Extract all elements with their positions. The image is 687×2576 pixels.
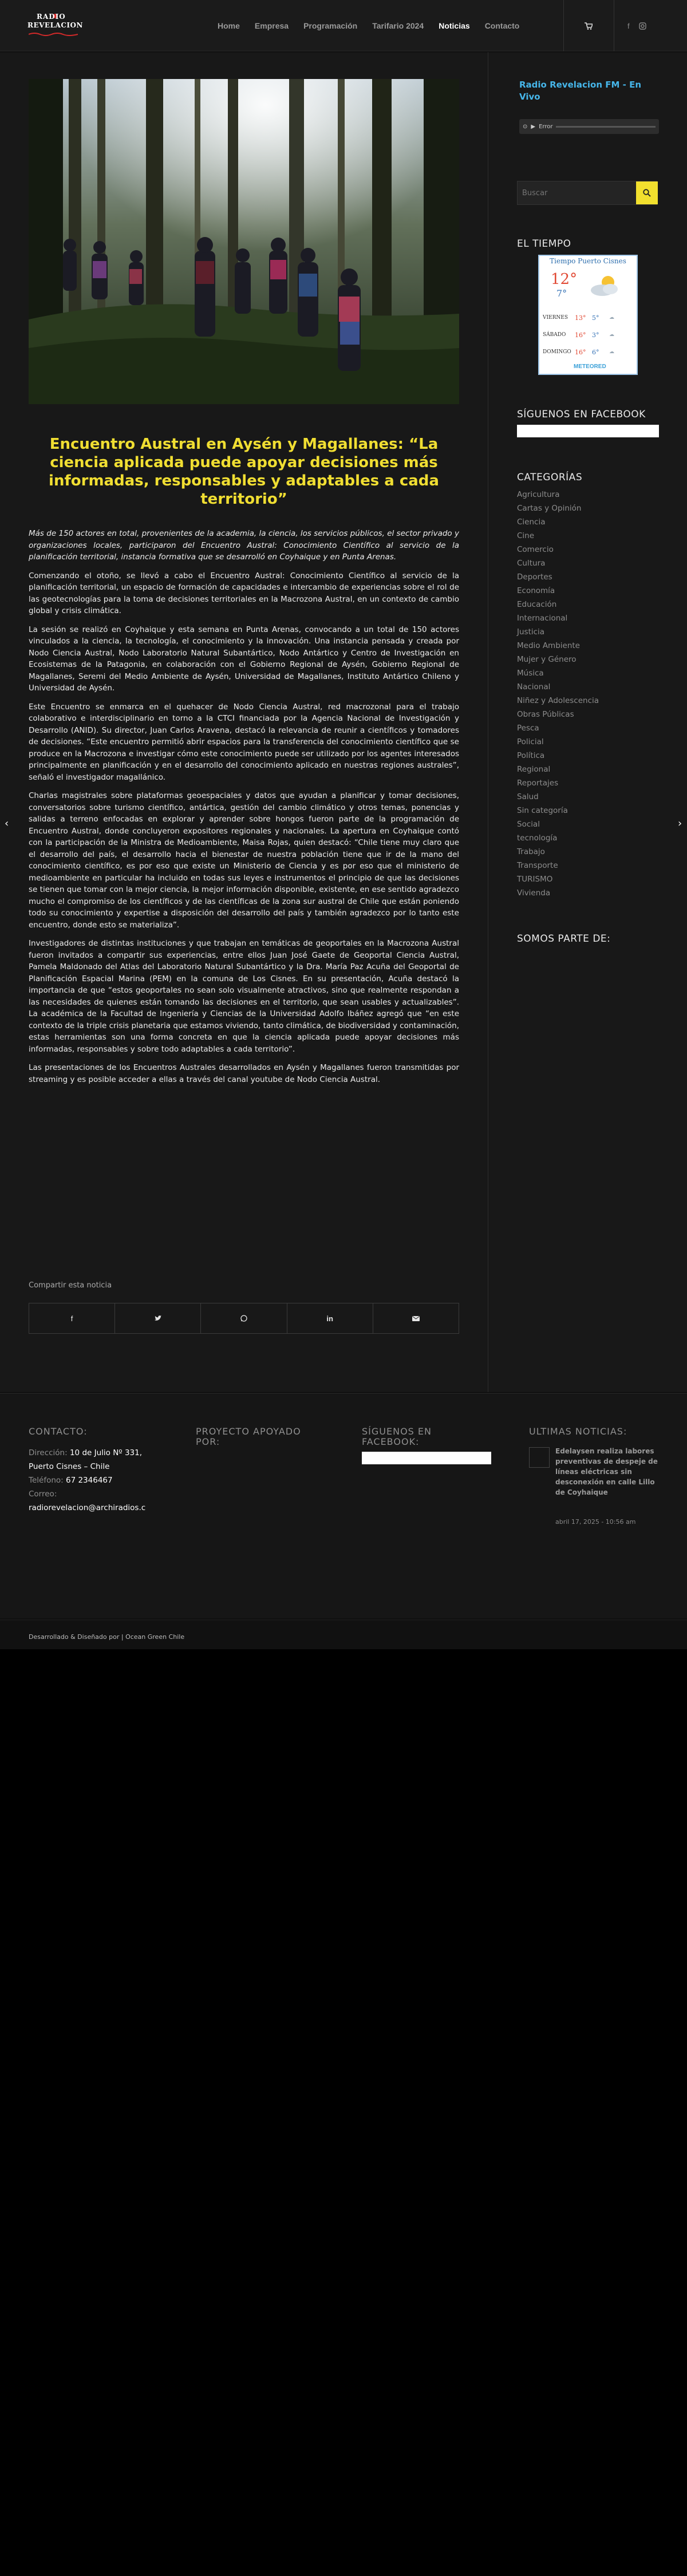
forecast-low: 3°	[592, 331, 599, 339]
weather-min-temp: 7°	[556, 288, 567, 299]
linkedin-icon: in	[326, 1314, 333, 1323]
logo-line1: RADIO	[37, 13, 66, 21]
instagram-icon[interactable]	[639, 22, 646, 30]
forecast-row	[543, 328, 637, 342]
forecast-row	[543, 311, 637, 325]
category-list	[517, 488, 599, 900]
header-social	[627, 0, 646, 52]
site-header	[0, 0, 687, 52]
phone-label: Teléfono:	[29, 1476, 64, 1485]
facebook-heading: SÍGUENOS EN FACEBOOK	[517, 409, 646, 420]
category-link[interactable]: Educación	[517, 600, 557, 609]
share-label: Compartir esta noticia	[29, 1281, 112, 1290]
forecast-low: 5°	[592, 314, 599, 322]
weather-brand: METEORED	[574, 364, 606, 370]
next-post-arrow-icon[interactable]: ›	[678, 817, 682, 829]
cloud-icon: ☁	[609, 332, 614, 338]
category-link[interactable]: Economía	[517, 586, 555, 595]
forecast-day: VIERNES	[543, 315, 568, 321]
search-input[interactable]	[518, 181, 635, 204]
post-paragraph: Comenzando el otoño, se llevó a cabo el Encuentro Austral: Conocimiento Científico al servicio de la planificación territorial, un espacio de formación de capacidades e intercambio de experiencias sobre el rol de las geotecnologías para la toma de decisiones territoriales en la Macrozona Austral, en un contexto de cambio global y crisis climática.	[29, 571, 459, 615]
footer-credit[interactable]: Desarrollado & Diseñado por | Ocean Green Chile	[29, 1633, 185, 1641]
category-link[interactable]: Pesca	[517, 724, 539, 733]
weather-heading: EL TIEMPO	[517, 238, 571, 250]
post-title: Encuentro Austral en Aysén y Magallanes: “La ciencia aplicada puede apoyar decisiones más informadas, responsables y adaptables a cada territorio”	[49, 436, 439, 508]
post-lead-paragraph: Más de 150 actores en total, provenientes de la academia, la ciencia, los servicios públicos, el sector privado y organizaciones locales, participaron del Encuentro Austral: Conocimiento Científico al servicio de la planificación territorial, instancia formativa que se desarrolló en Coyhaique y en Punta Arenas.	[29, 529, 459, 562]
partly-cloudy-icon	[587, 273, 622, 298]
search-form	[517, 181, 657, 205]
category-link[interactable]: TURISMO	[517, 875, 553, 884]
address-label: Dirección:	[29, 1448, 68, 1457]
footer-facebook-heading: SÍGUENOS EN FACEBOOK:	[362, 1426, 432, 1447]
forecast-row	[543, 345, 637, 359]
cloud-icon: ☁	[609, 315, 614, 321]
post-paragraph: Las presentaciones de los Encuentros Australes desarrollados en Aysén y Magallanes fueron transmitidas por streaming y es posible acceder a ellas a través del canal youtube de Nodo Ciencia Austral.	[29, 1063, 459, 1084]
logo-line2: REVELACION	[27, 21, 83, 29]
category-link[interactable]: Mujer y Género	[517, 655, 577, 664]
footer-socket	[0, 1619, 687, 1649]
nav-contacto[interactable]: Contacto	[484, 21, 520, 30]
share-linkedin-button[interactable]	[287, 1303, 373, 1333]
share-bar	[29, 1303, 459, 1334]
forecast-high: 13°	[575, 314, 586, 322]
play-icon[interactable]: ▶	[531, 123, 536, 130]
share-mail-button[interactable]	[373, 1303, 459, 1333]
category-link[interactable]: Política	[517, 751, 545, 760]
nav-empresa[interactable]: Empresa	[254, 21, 289, 30]
cart-button[interactable]	[563, 0, 614, 52]
player-status: Error	[539, 123, 553, 130]
partners-heading: SOMOS PARTE DE:	[517, 933, 611, 945]
footer-contact-info	[29, 1446, 145, 1515]
player-settings-icon[interactable]: ⊙	[523, 123, 528, 130]
footer-project-heading: PROYECTO APOYADO POR:	[196, 1426, 301, 1447]
live-radio-title[interactable]: Radio Revelacion FM - En Vivo	[519, 80, 642, 102]
post-paragraph: Este Encuentro se enmarca en el quehacer de Nodo Ciencia Austral, red macrozonal para el trabajo colaborativo e interdisciplinario en torno a la CTCI financiada por la Agencia Nacional de Investigación y Desarrollo (ANID). Su director, Juan Carlos Aravena, destacó la relevancia de reunir a científicos y tomadores de decisiones. “Este encuentro permitió abrir espacios para la transferencia del conocimiento científico que se produce en la Macrozona e investigar cómo este conocimiento puede ser utilizado por los agentes interesados principalmente en planificación y en el desarrollo del conocimiento aplicado en nuestras regiones australes”, señaló el investigador magallánico.	[29, 702, 459, 782]
post-paragraph: Investigadores de distintas instituciones y que trabajan en temáticas de geoportales en la Macrozona Austral fueron invitados a compartir sus experiencias, entre ellos Juan José Gaete de Geoportal Ciencia Austral, Pamela Maldonado del Atlas del Laboratorio Natural Subantártico y la Dra. María Paz Acuña del Geoportal de Planificación Espacial Marina (PEM) en la comuna de Los Cisnes. En su presentación, Acuña destacó la importancia de que “estos geoportales no sean solo visualmente atractivos, sino que realmente respondan a las necesidades de quienes están tomando las decisiones en el territorio, que sean usables y actualizables”. La académica de la Facultad de Ingeniería y Ciencias de la Universidad Adolfo Ibáñez agregó que “en este contexto de la triple crisis planetaria que estamos viviendo, tanto climática, de biodiversidad y contaminación, estas herramientas son una forma concreta en que la ciencia aplicada puede apoyar decisiones más informadas, responsables y sobre todo adaptables a cada territorio”.	[29, 939, 459, 1054]
forecast-low: 6°	[592, 348, 599, 356]
weather-current-temp: 12°	[551, 271, 578, 288]
category-link[interactable]: Cine	[517, 531, 535, 540]
footer-facebook-embed[interactable]	[362, 1452, 491, 1464]
category-link[interactable]: Cartas y Opinión	[517, 504, 582, 513]
category-link[interactable]: Cultura	[517, 559, 546, 568]
post-featured-image	[29, 79, 459, 404]
forecast-day: DOMINGO	[543, 349, 571, 355]
logo-wave-icon	[29, 32, 78, 37]
category-link[interactable]: Obras Públicas	[517, 710, 574, 719]
category-link[interactable]: Salud	[517, 792, 539, 801]
post-body	[29, 528, 459, 1092]
category-link[interactable]: Medio Ambiente	[517, 641, 580, 650]
category-link[interactable]: Policial	[517, 737, 544, 746]
main-nav	[210, 0, 527, 52]
mail-icon	[412, 1316, 420, 1321]
category-link[interactable]: Ciencia	[517, 517, 546, 527]
category-link[interactable]: Transporte	[517, 861, 558, 870]
nav-noticias[interactable]: Noticias	[439, 21, 470, 30]
weather-location: Tiempo Puerto Cisnes	[550, 257, 626, 265]
category-link[interactable]: Regional	[517, 765, 551, 774]
forecast-day: SÁBADO	[543, 332, 566, 338]
phone-value: 67 2346467	[66, 1476, 113, 1485]
nav-tarifario[interactable]: Tarifario 2024	[372, 21, 424, 30]
post-paragraph: La sesión se realizó en Coyhaique y esta semana en Punta Arenas, convocando a un total de 150 actores vinculados a la ciencia, la tecnología, el conocimiento y la innovación. Una instancia pensada y creada por Nodo Ciencia Austral, Nodo Laboratorio Natural Subantártico, Nodo Antártico y Centro de Investigación en Ecosistemas de la Patagonia, en colaboración con el Gobierno Regional de Aysén, Gobierno Regional de Magallanes, Seremi del Medio Ambiente de Aysén, Universidad de Magallanes, Instituto Antártico Chileno y Universidad de Aysén.	[29, 625, 459, 693]
address-city: Puerto Cisnes – Chile	[29, 1462, 110, 1471]
forecast-high: 16°	[575, 331, 586, 339]
category-link[interactable]: Sin categoría	[517, 806, 568, 815]
address-value: 10 de Julio Nº 331,	[69, 1448, 143, 1457]
audio-player[interactable]	[519, 119, 659, 134]
categories-heading: CATEGORÍAS	[517, 472, 583, 483]
search-icon	[643, 189, 651, 197]
cart-icon	[585, 22, 593, 30]
footer-news-title[interactable]: Edelaysen realiza labores preventivas de despeje de líneas eléctricas sin desconexión en calle Lillo de Coyhaique	[555, 1447, 658, 1496]
whatsapp-icon	[240, 1315, 247, 1322]
category-link[interactable]: Deportes	[517, 572, 552, 582]
forest-photo	[29, 79, 459, 404]
category-link[interactable]: Música	[517, 669, 544, 678]
facebook-icon: f	[70, 1314, 73, 1323]
cloud-icon: ☁	[609, 349, 614, 355]
category-link[interactable]: Vivienda	[517, 888, 551, 898]
prev-post-arrow-icon[interactable]: ‹	[5, 817, 9, 829]
share-whatsapp-button[interactable]	[201, 1303, 287, 1333]
category-link[interactable]: Justicia	[517, 627, 545, 637]
site-footer	[0, 1393, 687, 1619]
share-facebook-button[interactable]	[29, 1303, 115, 1333]
mail-value[interactable]: radiorevelacion@archiradios.c	[29, 1503, 146, 1512]
player-progress-track[interactable]	[556, 126, 656, 128]
nav-home[interactable]: Home	[218, 21, 240, 30]
facebook-icon[interactable]: f	[627, 21, 630, 30]
forecast-high: 16°	[575, 348, 586, 356]
news-thumbnail[interactable]	[529, 1447, 550, 1468]
category-link[interactable]: Reportajes	[517, 779, 559, 788]
category-link[interactable]: tecnología	[517, 833, 558, 843]
category-link[interactable]: Internacional	[517, 614, 568, 623]
nav-programacion[interactable]: Programación	[303, 21, 358, 30]
category-link[interactable]: Niñez y Adolescencia	[517, 696, 599, 705]
weather-widget[interactable]	[538, 255, 638, 375]
site-logo[interactable]	[27, 11, 82, 40]
category-link[interactable]: Trabajo	[517, 847, 545, 856]
facebook-embed[interactable]	[517, 425, 659, 437]
search-button[interactable]	[636, 181, 658, 204]
footer-contact-heading: CONTACTO:	[29, 1426, 88, 1437]
footer-news-heading: ULTIMAS NOTICIAS:	[529, 1426, 627, 1437]
footer-news-date: abril 17, 2025 - 10:56 am	[555, 1518, 636, 1526]
category-link[interactable]: Social	[517, 820, 540, 829]
category-link[interactable]: Comercio	[517, 545, 554, 554]
share-twitter-button[interactable]	[115, 1303, 201, 1333]
category-link[interactable]: Agricultura	[517, 490, 560, 499]
post-paragraph: Charlas magistrales sobre plataformas geoespaciales y datos que ayudan a planificar y tomar decisiones, conversatorios sobre turismo científico, antártica, gestión del cambio climático y otros temas, ponencias y salidas a terreno enfocadas en explorar y aprender sobre hongos fueron parte de la programación de Encuentro Austral, donde concluyeron expositores regionales y nacionales. La apertura en Coyhaique contó con la participación de la Ministra de Medioambiente, Maisa Rojas, quien destacó: “Chile tiene muy claro que el desarrollo del país, el desarrollo hacia el bienestar de nuestra población tiene que ir de la mano del conocimiento científico, es por eso que existe un Ministerio de Ciencia y es por eso que el ministerio de medioambiente en particular ha incluido en todas sus leyes e instrumentos el principio de que las decisiones se tienen que tomar con la mejor ciencia, la mejor información disponible, existente, en ese sentido agradezco mucho el compromiso de los científicos y de las científicas de la zona sur austral de Chile que están poniendo todo su conocimiento y expertise a disposición del desarrollo del país y también agradezco por lo tanto este encuentro, donde esto se materializa”.	[29, 791, 459, 930]
category-link[interactable]: Nacional	[517, 682, 551, 692]
mail-label: Correo:	[29, 1490, 57, 1499]
twitter-icon	[155, 1315, 161, 1321]
